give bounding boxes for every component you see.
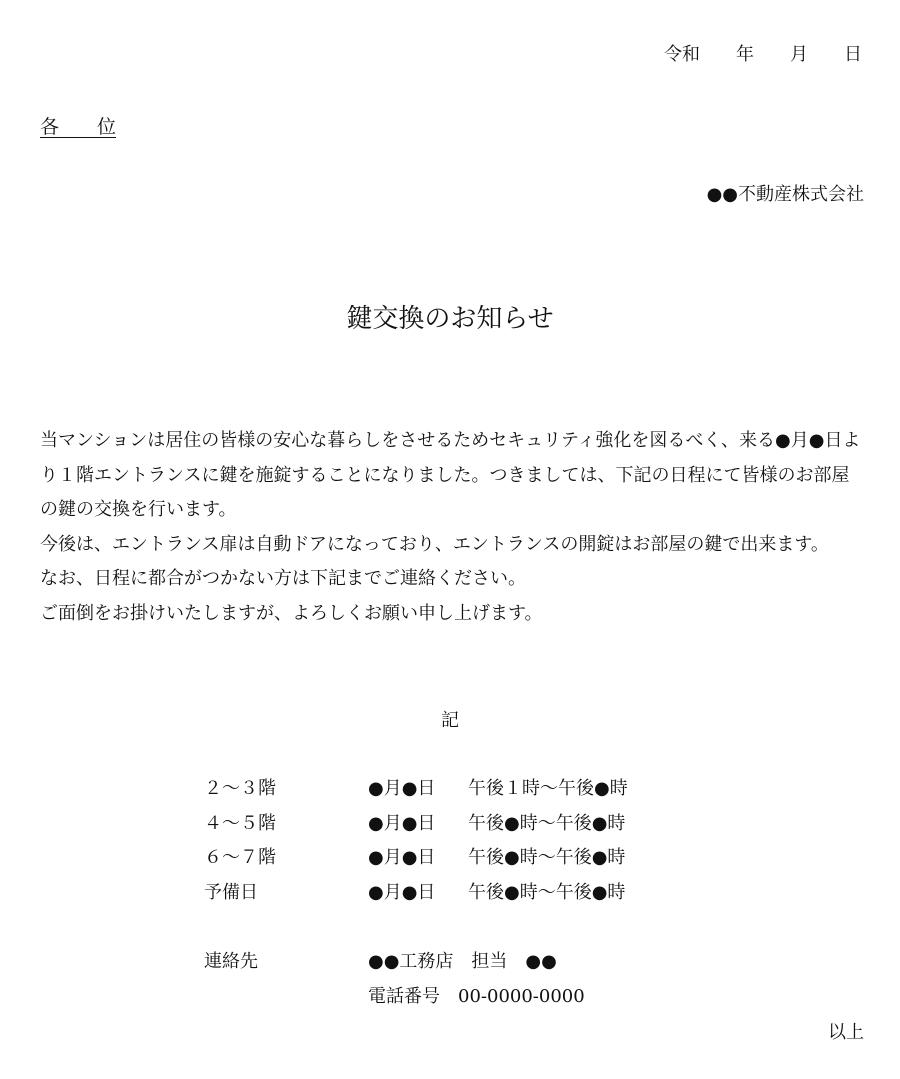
schedule-day: ●月●日 (368, 812, 436, 834)
body-paragraph: なお、日程に都合がつかない方は下記までご連絡ください。 (40, 568, 526, 589)
contact-row (204, 945, 585, 980)
schedule-day: ●月●日 (368, 881, 436, 903)
sender-company: ●●不動産株式会社 (706, 184, 864, 205)
schedule-day: ●月●日 (368, 847, 436, 868)
body-paragraph: ご面倒をお掛けいたしますが、よろしくお願い申し上げます。 (40, 602, 543, 624)
ki-heading: 記 (441, 710, 459, 731)
schedule-floor: ２～３階 (204, 778, 276, 799)
contact-company: ●●工務店 担当 ●● (368, 951, 557, 972)
schedule-row (204, 807, 628, 842)
schedule-time: 午後１時～午後●時 (468, 778, 628, 799)
schedule-time: 午後●時～午後●時 (468, 847, 626, 868)
schedule-day: ●月●日 (368, 778, 436, 799)
schedule-row (204, 876, 628, 911)
schedule-row (204, 772, 628, 807)
schedule-floor: 予備日 (204, 881, 258, 903)
body-paragraph: 今後は、エントランス扉は自動ドアになっており、エントランスの開錠はお部屋の鍵で出来ます。 (40, 533, 829, 555)
schedule-floor: ６～７階 (204, 847, 276, 868)
contact-phone: 電話番号 00-0000-0000 (368, 985, 585, 1007)
contact-row (204, 980, 585, 1015)
schedule-time: 午後●時～午後●時 (468, 881, 626, 903)
schedule-floor: ４～５階 (204, 812, 276, 834)
contact-label-spacer (204, 980, 368, 1015)
document-title: 鍵交換のお知らせ (346, 304, 554, 334)
recipient: 各 位 (40, 116, 117, 138)
schedule-list (204, 772, 628, 910)
closing-mark: 以上 (828, 1022, 864, 1043)
body-text (40, 424, 866, 631)
body-paragraph: 当マンションは居住の皆様の安心な暮らしをさせるためセキュリティ強化を図るべく、来る●月●日より１階エントランスに鍵を施錠することになりました。つきましては、下記の日程にて皆様のお部屋の鍵の交換を行います。 (40, 430, 861, 520)
date-line: 令和 年 月 日 (664, 44, 862, 65)
schedule-row (204, 841, 628, 876)
schedule-time: 午後●時～午後●時 (468, 812, 626, 834)
contact-label: 連絡先 (204, 951, 258, 972)
contact-block (204, 945, 585, 1014)
